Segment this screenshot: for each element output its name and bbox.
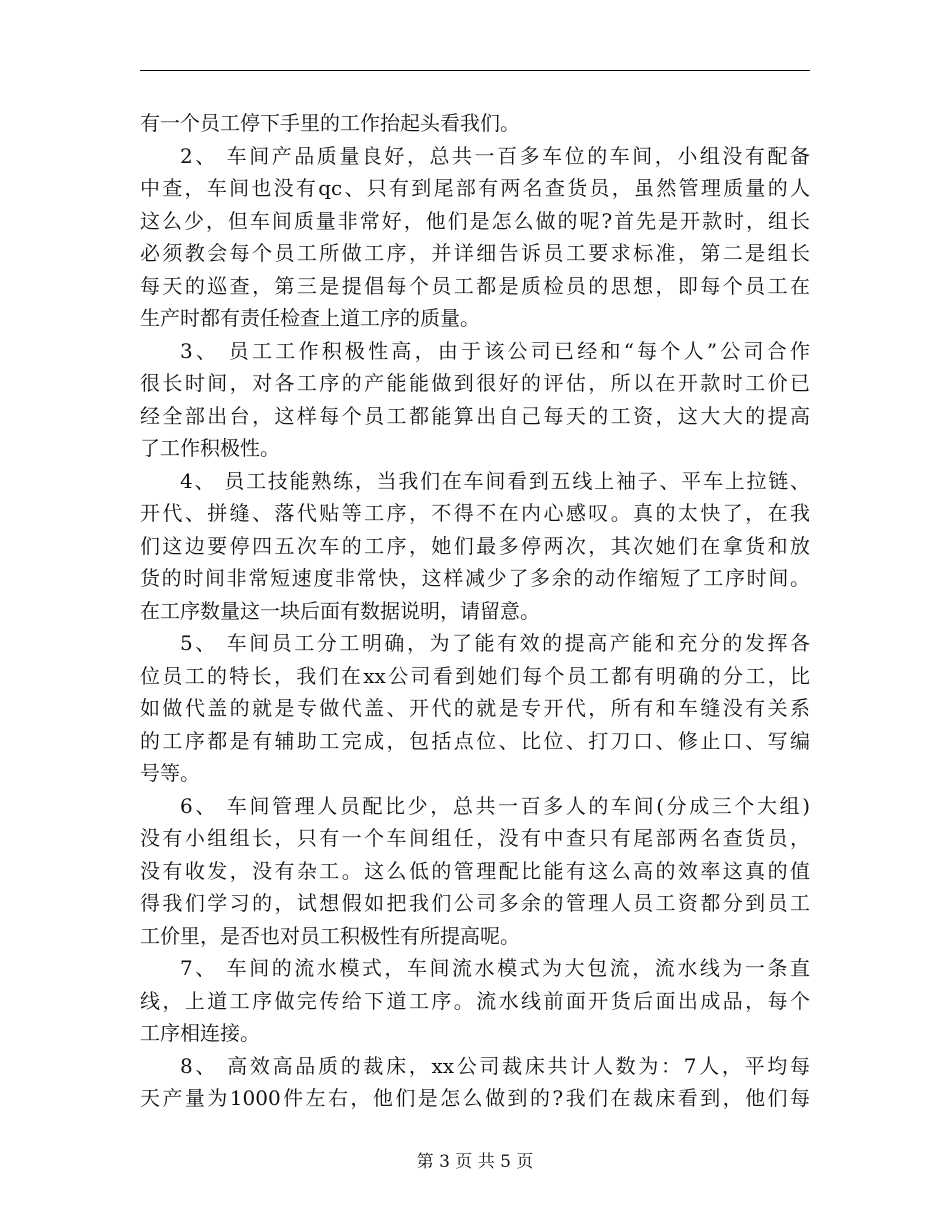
text-line: 生产时都有责任检查上道工序的质量。 (140, 306, 480, 330)
text-line: 7、 车间的流水模式，车间流水模式为大包流，流水线为一条直 (180, 956, 810, 980)
document-body (140, 107, 810, 1115)
page-footer (0, 1150, 950, 1174)
paragraph (140, 465, 810, 628)
text-line: 2、 车间产品质量良好，总共一百多车位的车间，小组没有配备 (180, 143, 810, 168)
header-rule (140, 70, 810, 71)
text-line: 每天的巡查，第三是提倡每个员工都是质检员的思想，即每个员工在 (140, 273, 810, 298)
text-line: 线，上道工序做完传给下道工序。流水线前面开货后面出成品，每个 (140, 988, 810, 1013)
text-line: 的工序都是有辅助工完成，包括点位、比位、打刀口、修止口、写编 (140, 728, 810, 753)
text-line: 经全部出台，这样每个员工都能算出自己每天的工资，这大大的提高 (140, 403, 810, 428)
text-line: 5、 车间员工分工明确，为了能有效的提高产能和充分的发挥各 (180, 631, 810, 655)
text-line: 得我们学习的，试想假如把我们公司多余的管理人员工资都分到员工 (140, 891, 810, 915)
text-line: 工价里，是否也对员工积极性有所提高呢。 (140, 923, 520, 948)
text-line: 6、 车间管理人员配比少，总共一百多人的车间(分成三个大组) (180, 793, 810, 818)
text-line: 位员工的特长，我们在xx公司看到她们每个员工都有明确的分工，比 (140, 663, 810, 688)
text-line: 很长时间，对各工序的产能能做到很好的评估，所以在开款时工价已 (140, 371, 810, 395)
text-line: 货的时间非常短速度非常快，这样减少了多余的动作缩短了工序时间。 (140, 566, 810, 590)
paragraph (140, 335, 810, 465)
text-line: 了工作积极性。 (140, 436, 280, 460)
paragraph (140, 140, 810, 335)
text-line: 8、 高效高品质的裁床，xx公司裁床共计人数为：7人，平均每 (180, 1053, 810, 1078)
text-line: 这么少，但车间质量非常好，他们是怎么做的呢?首先是开款时，组长 (140, 208, 810, 233)
paragraph (140, 790, 810, 953)
text-line: 在工序数量这一块后面有数据说明，请留意。 (140, 598, 540, 623)
text-line: 们这边要停四五次车的工序，她们最多停两次，其次她们在拿货和放 (140, 533, 810, 558)
text-line: 号等。 (140, 761, 200, 785)
text-line: 有一个员工停下手里的工作抬起头看我们。 (140, 111, 520, 135)
paragraph (140, 952, 810, 1050)
paragraph (140, 627, 810, 790)
text-line: 4、 员工技能熟练，当我们在车间看到五线上袖子、平车上拉链、 (180, 468, 810, 493)
text-line: 开代、拼缝、落代贴等工序，不得不在内心感叹。真的太快了，在我 (140, 501, 810, 525)
text-line: 工序相连接。 (140, 1021, 260, 1045)
text-line: 如做代盖的就是专做代盖、开代的就是专开代，所有和车缝没有关系 (140, 696, 810, 720)
text-line: 天产量为1000件左右，他们是怎么做到的?我们在裁床看到，他们每 (140, 1086, 810, 1110)
text-line: 中查，车间也没有qc、只有到尾部有两名查货员，虽然管理质量的人 (140, 176, 810, 200)
paragraph (140, 1050, 810, 1115)
text-line: 没有小组组长，只有一个车间组任，没有中查只有尾部两名查货员， (140, 826, 810, 850)
text-line: 必须教会每个员工所做工序，并详细告诉员工要求标准，第二是组长 (140, 241, 810, 265)
text-line: 3、 员工工作积极性高，由于该公司已经和“每个人”公司合作 (180, 338, 810, 363)
page-number-label: 第 3 页 共 5 页 (416, 1152, 534, 1172)
text-line: 没有收发，没有杂工。这么低的管理配比能有这么高的效率这真的值 (140, 858, 810, 883)
paragraph (140, 107, 810, 140)
